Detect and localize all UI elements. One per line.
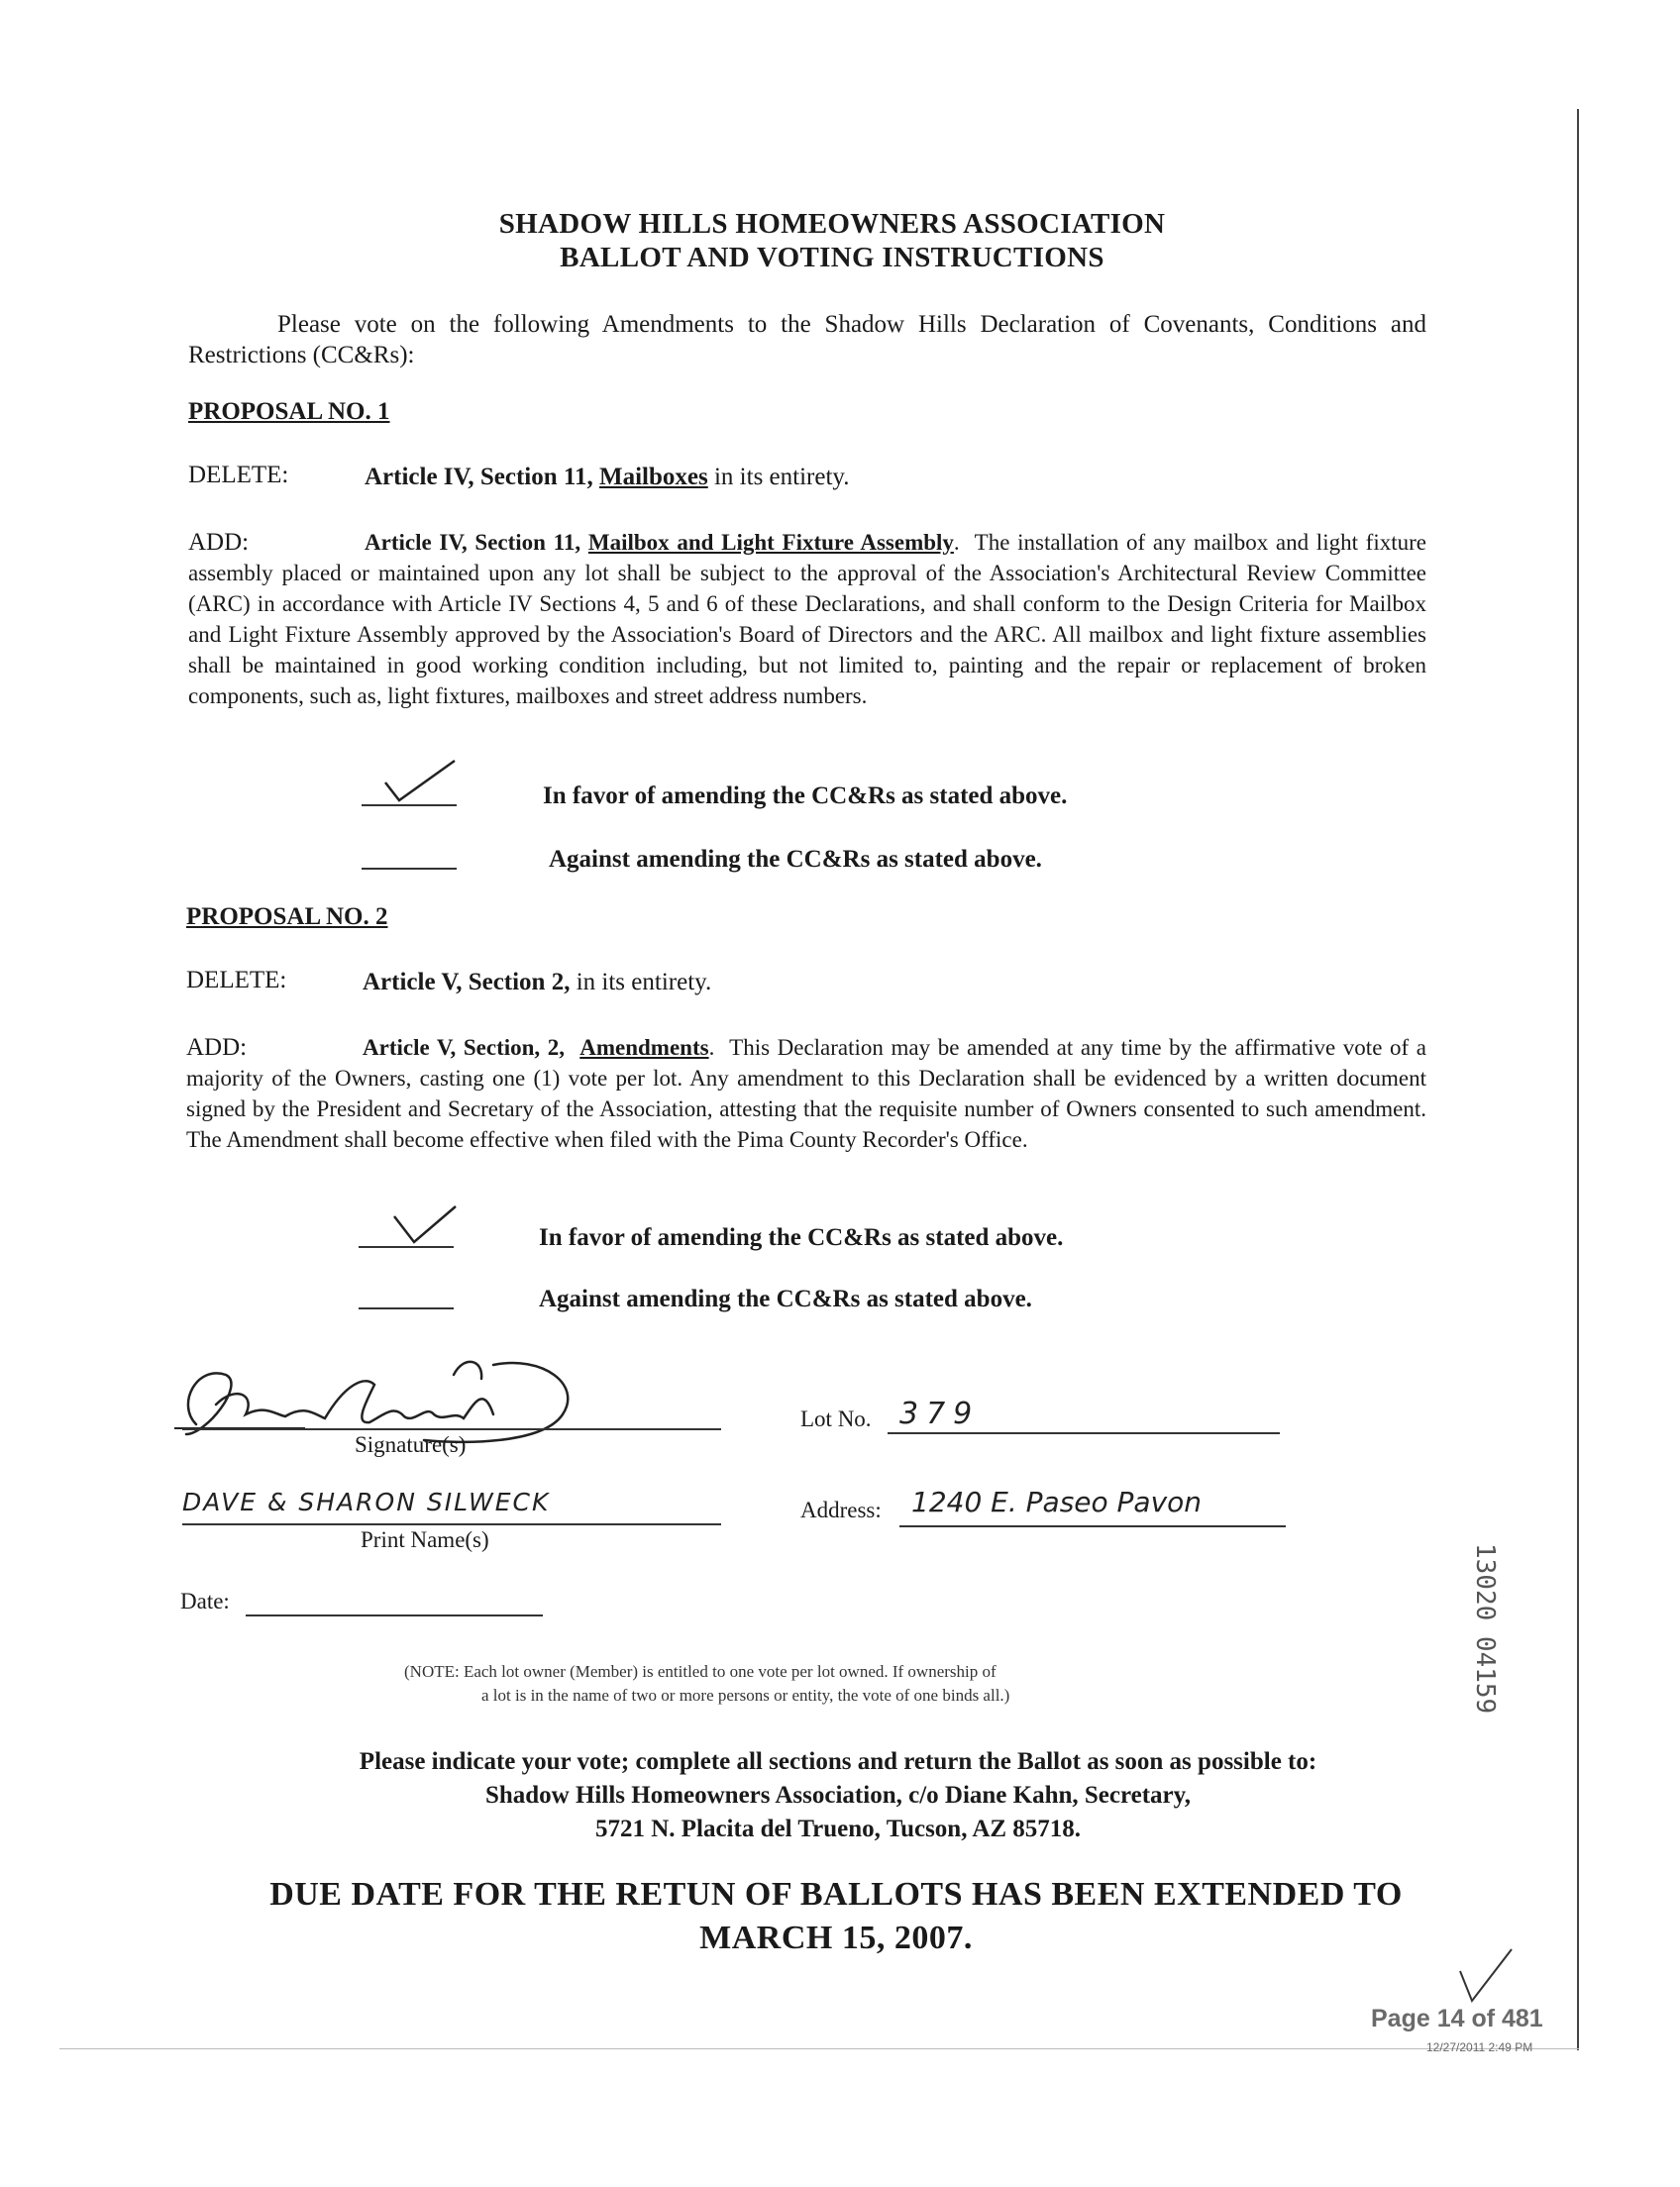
lot-value: 379 [899, 1397, 981, 1431]
date-line[interactable] [246, 1614, 543, 1616]
proposal-2-add-ref: Article V, Section, 2, [363, 1035, 566, 1060]
document-subtitle: BALLOT AND VOTING INSTRUCTIONS [560, 242, 1104, 273]
proposal-1-delete-label: DELETE: [188, 462, 289, 488]
proposal-2-favor-checkmark [392, 1202, 462, 1248]
signature-line[interactable] [182, 1428, 721, 1430]
proposal-1-delete-title: Mailboxes [599, 464, 708, 490]
proposal-1-add-label: ADD: [188, 529, 250, 556]
proposal-2-against-blank[interactable] [359, 1307, 454, 1309]
proposal-1-delete-tail: in its entirety. [713, 464, 850, 490]
proposal-1-add-text: The installation of any mailbox and light fixture assembly placed or maintained upon any lot shall be subject to the approval of the Association's Architectural Review Committee (ARC) in accordance with Article IV Sections 4, 5 and 6 of these Declarations, and shall conform to the Design Criteria for Mailbox and Light Fixture Assembly approved by the Association's Board of Directors and the ARC. All mailbox and light fixture assemblies shall be maintained in good working condition including, but not limited to, painting and the repair or replacement of broken components, such as, light fixtures, mailboxes and street address numbers. [188, 530, 1426, 708]
print-name-value: DAVE & SHARON SILWECK [182, 1488, 551, 1516]
due-date-value: MARCH 15, 2007. [699, 1920, 973, 1956]
proposal-2-heading: PROPOSAL NO. 2 [186, 903, 388, 930]
proposal-1-favor-text: In favor of amending the CC&Rs as stated above. [543, 782, 1068, 809]
address-line[interactable] [899, 1525, 1286, 1527]
proposal-2-delete-text [363, 969, 711, 996]
signature-label: Signature(s) [355, 1432, 467, 1457]
proposal-1-delete-ref: Article IV, Section 11, [365, 464, 593, 490]
intro-paragraph [188, 309, 1426, 370]
return-instructions: Please indicate your vote; complete all sections and return the Ballot as soon as possible to: [359, 1748, 1317, 1775]
proposal-2-against-text: Against amending the CC&Rs as stated above. [539, 1286, 1032, 1312]
return-address-line1: Shadow Hills Homeowners Association, c/o Diane Kahn, Secretary, [484, 1782, 1192, 1809]
proposal-1-heading: PROPOSAL NO. 1 [188, 398, 390, 425]
proposal-2-delete-label: DELETE: [186, 967, 287, 993]
due-date-notice: DUE DATE FOR THE RETUN OF BALLOTS HAS BEEN EXTENDED TO [269, 1876, 1403, 1913]
proposal-1-against-text: Against amending the CC&Rs as stated above. [549, 846, 1042, 873]
proposal-2-add-label: ADD: [186, 1034, 248, 1061]
ownership-note-line1: (NOTE: Each lot owner (Member) is entitled to one vote per lot owned. If ownership of [404, 1662, 997, 1681]
intro-text: Please vote on the following Amendments to the Shadow Hills Declaration of Covenants, Conditions and Restrictions (CC&Rs): [188, 311, 1426, 368]
proposal-1-add-title: Mailbox and Light Fixture Assembly [587, 530, 954, 555]
document-title: SHADOW HILLS HOMEOWNERS ASSOCIATION [498, 208, 1166, 240]
print-name-line[interactable] [182, 1523, 721, 1525]
proposal-1-delete-text [365, 464, 850, 491]
proposal-1-favor-checkmark [381, 755, 461, 806]
proposal-1-against-blank[interactable] [362, 868, 457, 870]
proposal-2-delete-ref: Article V, Section 2, [363, 969, 571, 995]
proposal-1-add-ref: Article IV, Section 11, [365, 530, 581, 555]
vertical-document-stamp: 13020 04159 [1470, 1543, 1500, 1715]
ownership-note-line2: a lot is in the name of two or more persons or entity, the vote of one binds all.) [481, 1686, 1010, 1705]
lot-line[interactable] [888, 1432, 1280, 1434]
address-value: 1240 E. Paseo Pavon [911, 1486, 1203, 1518]
proposal-2-add-paragraph: ADD: Article V, Section, 2, Amendments. This Declaration may be amended at any time by the affirmative vote of a majority of the Owners, casting one (1) vote per lot. Any amendment to this Declaration shall be evidenced by a written document signed by the President and Secretary of the Association, attesting that the requisite number of Owners consented to such amendment. The Amendment shall become effective when filed with the Pima County Recorder's Office. [186, 1034, 1426, 1152]
proposal-2-delete-tail: in its entirety. [576, 969, 712, 995]
proposal-1-add-paragraph: ADD: Article IV, Section 11, Mailbox and Light Fixture Assembly. The installation of any mailbox and light fixture assembly placed or maintained upon any lot shall be subject to the approval of the Association's Architectural Review Committee (ARC) in accordance with Article IV Sections 4, 5 and 6 of these Declarations, and shall conform to the Design Criteria for Mailbox and Light Fixture Assembly approved by the Association's Board of Directors and the ARC. All mailbox and light fixture assemblies shall be maintained in good working condition including, but not limited to, painting and the repair or replacement of broken components, such as, light fixtures, mailboxes and street address numbers. [188, 529, 1426, 708]
print-name-label: Print Name(s) [361, 1527, 489, 1552]
lot-label: Lot No. [800, 1406, 872, 1431]
return-address-line2: 5721 N. Placita del Trueno, Tucson, AZ 85718. [594, 1816, 1082, 1842]
page-number: Page 14 of 481 [1371, 2005, 1543, 2032]
page-edge-bottom [59, 2048, 1579, 2049]
date-label: Date: [180, 1589, 230, 1614]
reviewer-checkmark [1456, 1947, 1516, 2005]
print-timestamp: 12/27/2011 2:49 PM [1426, 2040, 1533, 2054]
proposal-2-favor-text: In favor of amending the CC&Rs as stated above. [539, 1224, 1064, 1251]
proposal-2-add-title: Amendments [579, 1035, 709, 1060]
proposal-2-add-text: This Declaration may be amended at any time by the affirmative vote of a majority of the Owners, casting one (1) vote per lot. Any amendment to this Declaration shall be evidenced by a written document signed by the President and Secretary of the Association, attesting that the requisite number of Owners consented to such amendment. The Amendment shall become effective when filed with the Pima County Recorder's Office. [186, 1035, 1426, 1152]
address-label: Address: [800, 1498, 882, 1522]
